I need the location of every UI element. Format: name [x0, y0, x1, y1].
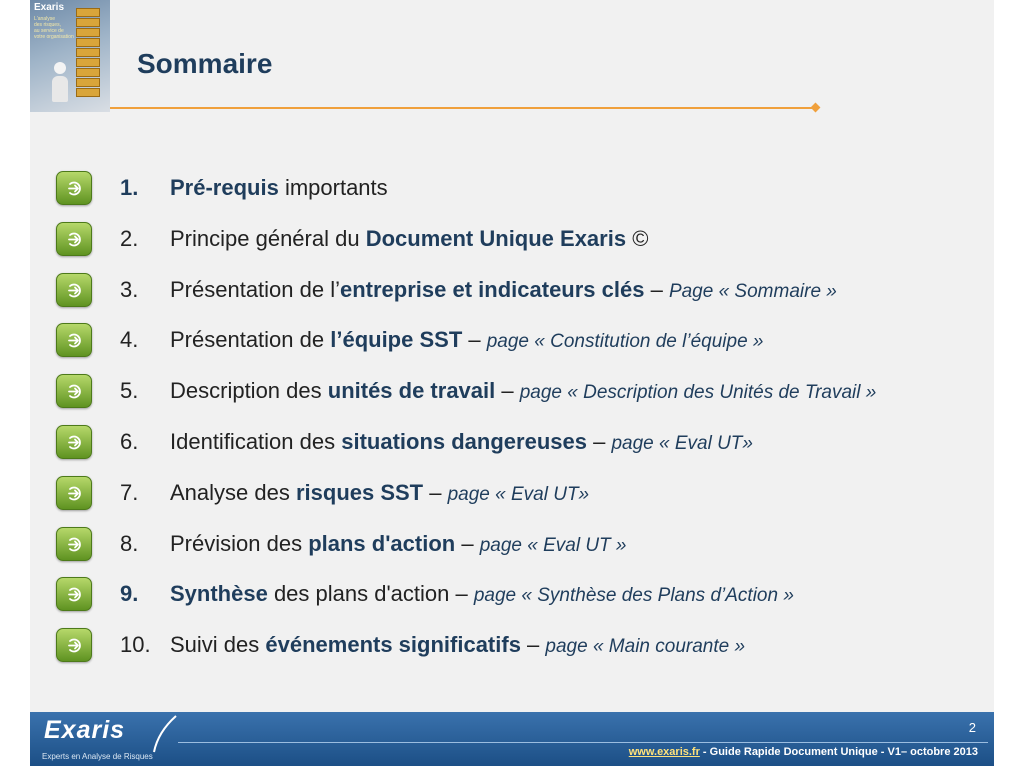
- toc-item: [56, 320, 986, 371]
- toc-page-ref: Page « Sommaire »: [668, 280, 837, 302]
- toc-emphasis: entreprise et indicateurs clés: [340, 276, 645, 302]
- footer-doc-info: - Guide Rapide Document Unique - V1– octobre 2013: [699, 746, 978, 758]
- toc-number: 2.: [120, 225, 139, 251]
- toc-number: 1.: [120, 175, 139, 200]
- toc-text-part: Identification des: [170, 428, 342, 454]
- figure-graphic: [52, 62, 68, 102]
- toc-text[interactable]: [170, 226, 648, 252]
- toc-emphasis: Synthèse: [170, 581, 268, 607]
- toc-text-part: –: [455, 530, 480, 556]
- toc-page-ref: page « Constitution de l’équipe »: [486, 331, 764, 353]
- arrow-button[interactable]: [56, 577, 92, 611]
- toc-text-part: –: [520, 632, 546, 658]
- toc-page-ref: page « Description des Unités de Travail »: [519, 382, 877, 404]
- title-divider: [110, 107, 816, 109]
- toc-text-part: Suivi des: [170, 632, 266, 658]
- block-tower-graphic: [76, 8, 100, 100]
- arrow-right-icon: [66, 231, 84, 248]
- toc-text[interactable]: [170, 429, 753, 455]
- arrow-button[interactable]: [56, 323, 92, 357]
- toc-emphasis: plans d'action: [308, 530, 456, 556]
- arrow-button[interactable]: [56, 273, 92, 307]
- toc-item: [56, 524, 986, 575]
- arrow-right-icon: [66, 282, 84, 299]
- toc-emphasis: unités de travail: [327, 378, 496, 404]
- toc-text-part: –: [586, 428, 612, 454]
- footer-logo: Exaris: [44, 716, 126, 744]
- toc-number: 6.: [120, 428, 139, 454]
- toc-text[interactable]: [170, 175, 388, 201]
- toc-item: [56, 574, 986, 625]
- toc-text-part: Analyse des: [170, 479, 296, 505]
- toc-text-part: ©: [626, 225, 649, 251]
- arrow-right-icon: [66, 383, 84, 400]
- toc-text-part: Prévision des: [170, 530, 309, 556]
- hero-image: [30, 0, 110, 112]
- toc-number: 5.: [120, 378, 139, 404]
- toc-number: 7.: [120, 479, 139, 505]
- toc-emphasis: risques SST: [295, 479, 424, 505]
- toc-item: [56, 625, 986, 676]
- page-title: Sommaire: [137, 48, 273, 79]
- arrow-button[interactable]: [56, 425, 92, 459]
- arrow-button[interactable]: [56, 374, 92, 408]
- toc-emphasis: événements significatifs: [265, 632, 521, 658]
- footer: [30, 712, 994, 766]
- table-of-contents: [56, 168, 986, 676]
- toc-item: [56, 422, 986, 473]
- arrow-right-icon: [66, 536, 84, 553]
- toc-text[interactable]: [170, 531, 627, 557]
- page-number: 2: [968, 720, 976, 735]
- toc-page-ref: page « Eval UT »: [479, 534, 627, 556]
- toc-number: 3.: [120, 276, 139, 302]
- arrow-right-icon: [66, 637, 84, 654]
- toc-text[interactable]: [170, 277, 837, 303]
- toc-text-part: Description des: [170, 378, 328, 404]
- toc-text[interactable]: [170, 581, 794, 607]
- toc-text-part: des plans d'action –: [267, 581, 474, 607]
- toc-number: 8.: [120, 530, 139, 556]
- arrow-button[interactable]: [56, 476, 92, 510]
- footer-divider: [178, 742, 988, 743]
- toc-item: [56, 219, 986, 270]
- arrow-button[interactable]: [56, 527, 92, 561]
- toc-emphasis: l’équipe SST: [330, 327, 463, 353]
- toc-text[interactable]: [170, 480, 589, 506]
- toc-text[interactable]: [170, 327, 764, 353]
- toc-number: 9.: [120, 581, 139, 607]
- toc-number: 10.: [120, 632, 151, 658]
- toc-text-part: –: [423, 479, 448, 505]
- logo-swoosh-icon: [150, 714, 180, 754]
- arrow-right-icon: [66, 586, 84, 603]
- toc-text-part: Présentation de l’: [170, 276, 340, 302]
- footer-info: [629, 746, 978, 758]
- toc-text-part: –: [462, 327, 487, 353]
- toc-item: [56, 371, 986, 422]
- arrow-right-icon: [66, 485, 84, 502]
- arrow-button[interactable]: [56, 171, 92, 205]
- toc-text-part: Principe général du: [170, 225, 366, 251]
- toc-text-part: –: [644, 276, 669, 302]
- toc-item: [56, 168, 986, 219]
- arrow-right-icon: [66, 180, 84, 197]
- arrow-right-icon: [66, 332, 84, 349]
- toc-text-part: Présentation de: [170, 327, 331, 353]
- footer-tagline: Experts en Analyse de Risques: [42, 752, 153, 761]
- arrow-right-icon: [66, 434, 84, 451]
- arrow-button[interactable]: [56, 222, 92, 256]
- toc-page-ref: page « Eval UT»: [611, 432, 753, 454]
- toc-text[interactable]: [170, 378, 876, 404]
- toc-text[interactable]: [170, 632, 745, 658]
- hero-caption: L'analyse des risques, au service de votre organisation: [34, 16, 74, 40]
- toc-text-part: –: [495, 378, 520, 404]
- toc-text-part: importants: [278, 175, 388, 200]
- toc-item: [56, 473, 986, 524]
- arrow-button[interactable]: [56, 628, 92, 662]
- website-link[interactable]: www.exaris.fr: [628, 746, 700, 758]
- toc-page-ref: page « Main courante »: [545, 636, 746, 658]
- toc-emphasis: Pré-requis: [170, 175, 279, 200]
- hero-brand: Exaris: [34, 2, 65, 13]
- toc-item: [56, 270, 986, 321]
- toc-emphasis: Document Unique Exaris: [365, 225, 627, 251]
- toc-number: 4.: [120, 327, 139, 353]
- toc-page-ref: page « Eval UT»: [447, 483, 590, 505]
- toc-emphasis: situations dangereuses: [341, 428, 587, 454]
- toc-page-ref: page « Synthèse des Plans d’Action »: [473, 585, 794, 607]
